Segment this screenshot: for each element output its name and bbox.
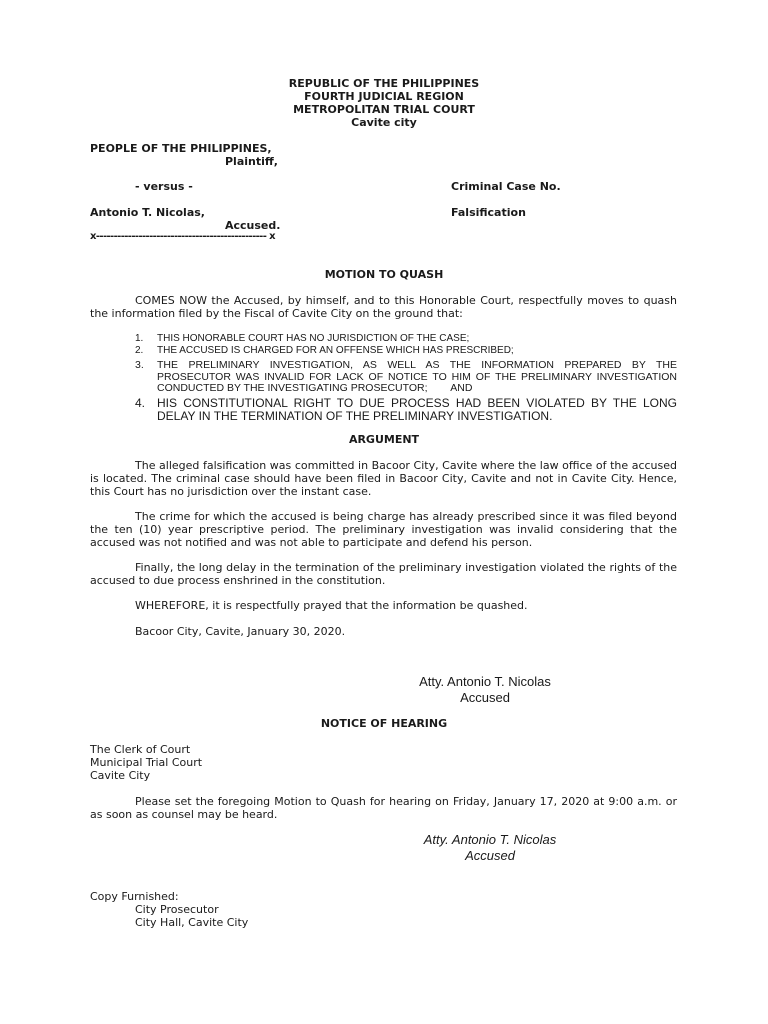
addressee-line-1: The Clerk of Court: [90, 743, 191, 756]
list-item: 1. THIS HONORABLE COURT HAS NO JURISDICTION OF THE CASE;: [135, 333, 470, 344]
signatory-name: Atty. Antonio T. Nicolas: [423, 832, 557, 847]
accused-name: Antonio T. Nicolas,: [90, 206, 205, 219]
signatory-role: Accused: [460, 690, 510, 705]
accused-role: Accused.: [225, 219, 281, 232]
motion-title: MOTION TO QUASH: [324, 268, 444, 281]
list-item: 2. THE ACCUSED IS CHARGED FOR AN OFFENSE WHICH HAS PRESCRIBED;: [135, 345, 514, 356]
plaintiff-role: Plaintiff,: [225, 155, 278, 168]
header-region: FOURTH JUDICIAL REGION: [304, 90, 464, 103]
list-item: 3. THE PRELIMINARY INVESTIGATION, AS WELL AS THE INFORMATION PREPARED BY THE PROSECUTOR WAS INVALID FOR LACK OF NOTICE TO HIM OF THE PRELIMINARY INVESTIGATION CONDUCTED BY THE INVESTIGATING PROSECUTOR; AND: [135, 359, 680, 394]
addressee-line-3: Cavite City: [90, 769, 151, 782]
header-republic: REPUBLIC OF THE PHILIPPINES: [288, 77, 480, 90]
signature-block: [335, 832, 645, 864]
plaintiff-name: PEOPLE OF THE PHILIPPINES,: [90, 142, 272, 155]
notice-body: Please set the foregoing Motion to Quash for hearing on Friday, January 17, 2020 at 9:00 a.m. or as soon as counsel may be heard.: [90, 795, 677, 821]
signatory-role: Accused: [465, 848, 515, 863]
argument-paragraph-2: The crime for which the accused is being charge has already prescribed since it was filed beyond the ten (10) year prescriptive period. The preliminary investigation was invalid considering that the accused was not notified and was not able to participate and defend his person.: [90, 510, 677, 549]
place-date: Bacoor City, Cavite, January 30, 2020.: [135, 625, 346, 638]
argument-title: ARGUMENT: [348, 433, 420, 446]
signature-block: [330, 674, 640, 706]
copy-furnished-label: Copy Furnished:: [90, 890, 179, 903]
copy-recipient-2: City Hall, Cavite City: [135, 916, 249, 929]
header-court: METROPOLITAN TRIAL COURT: [293, 103, 475, 116]
versus-label: - versus -: [135, 180, 193, 193]
caption-divider: x------------------------------------------------ x: [90, 231, 276, 242]
list-item: 4. HIS CONSTITUTIONAL RIGHT TO DUE PROCESS HAD BEEN VIOLATED BY THE LONG DELAY IN THE TERMINATION OF THE PRELIMINARY INVESTIGATION.: [135, 395, 677, 423]
header-city: Cavite city: [351, 116, 417, 129]
wherefore-paragraph: WHEREFORE, it is respectfully prayed that the information be quashed.: [135, 599, 528, 612]
grounds-list: [135, 333, 680, 423]
copy-recipient-1: City Prosecutor: [135, 903, 219, 916]
argument-paragraph-3: Finally, the long delay in the termination of the preliminary investigation violated the rights of the accused to due process enshrined in the constitution.: [90, 561, 677, 587]
notice-title: NOTICE OF HEARING: [320, 717, 448, 730]
criminal-case-label: Criminal Case No.: [451, 180, 561, 193]
argument-paragraph-1: The alleged falsification was committed in Bacoor City, Cavite where the law office of the accused is located. The criminal case should have been filed in Bacoor City, Cavite and not in Cavite City. Hence, this Court has no jurisdiction over the instant case.: [90, 459, 677, 498]
signatory-name: Atty. Antonio T. Nicolas: [419, 674, 551, 689]
addressee-line-2: Municipal Trial Court: [90, 756, 203, 769]
case-type: Falsification: [451, 206, 526, 219]
motion-intro: COMES NOW the Accused, by himself, and to this Honorable Court, respectfully moves to quash the information filed by the Fiscal of Cavite City on the ground that:: [90, 294, 677, 320]
